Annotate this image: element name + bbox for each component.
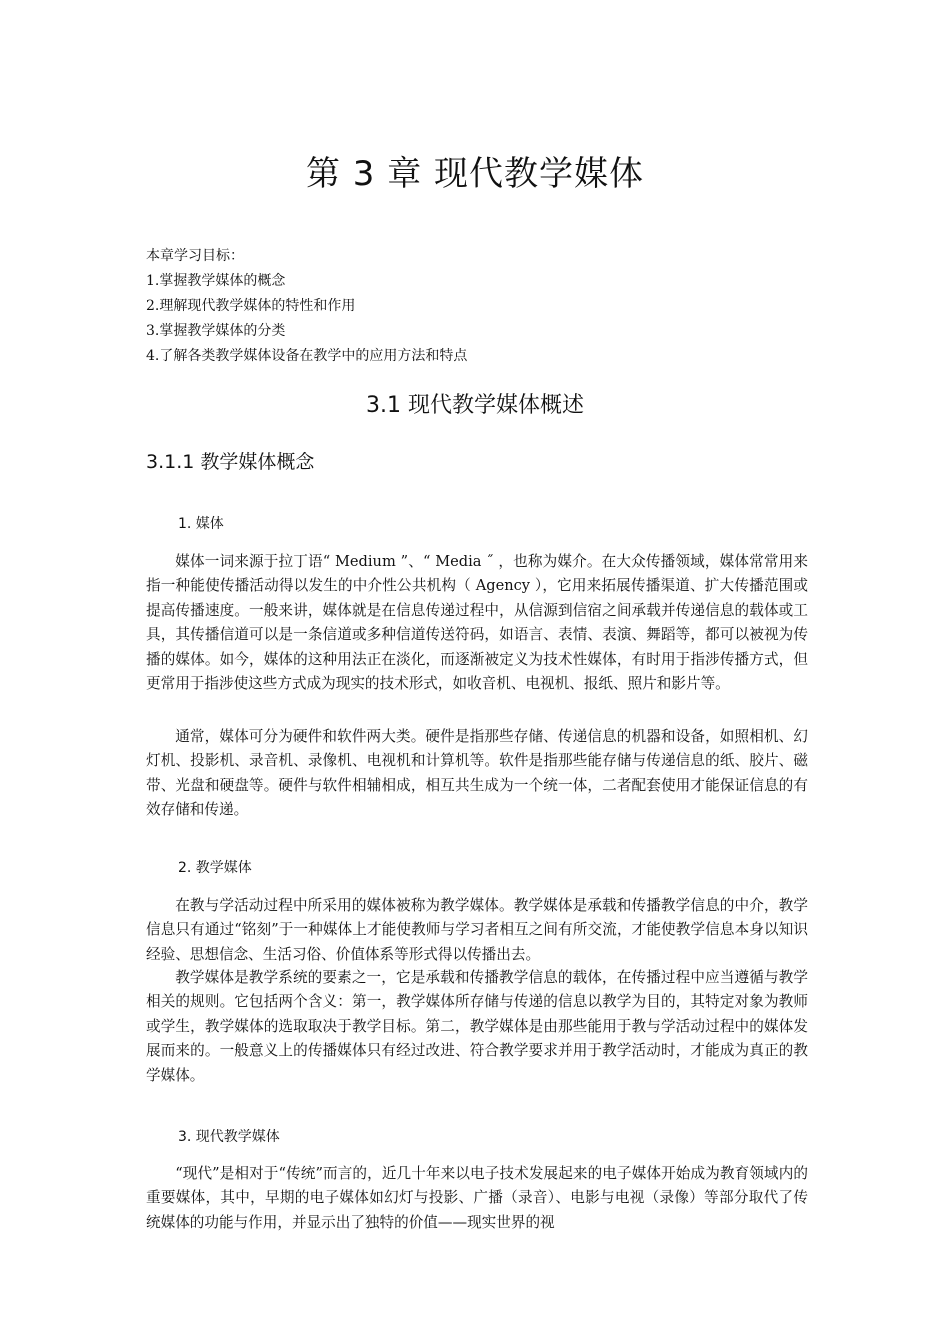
objective-item: 3.掌握教学媒体的分类 xyxy=(146,323,286,339)
objective-item: 1.掌握教学媒体的概念 xyxy=(146,273,286,289)
learning-objectives xyxy=(146,244,467,369)
paragraph: 通常，媒体可分为硬件和软件两大类。硬件是指那些存储、传递信息的机器和设备，如照相机、幻灯机、投影机、录音机、录像机、电视机和计算机等。软件是指那些能存储与传递信息的纸、胶片、磁带、光盘和硬盘等。硬件与软件相辅相成，相互共生成为一个统一体，二者配套使用才能保证信息的有效存储和传递。 xyxy=(146,728,808,819)
paragraph: 教学媒体是教学系统的要素之一，它是承载和传播教学信息的载体，在传播过程中应当遵循与教学相关的规则。它包括两个含义：第一，教学媒体所存储与传递的信息以教学为目的，其特定对象为教师或学生，教学媒体的选取取决于教学目标。第二，教学媒体是由那些能用于教与学活动过程中的媒体发展而来的。一般意义上的传播媒体只有经过改进、符合教学要求并用于教学活动时，才能成为真正的教学媒体。 xyxy=(146,969,808,1084)
paragraph: “现代”是相对于“传统”而言的，近几十年来以电子技术发展起来的电子媒体开始成为教育领域内的重要媒体，其中，早期的电子媒体如幻灯与投影、广播（录音）、电影与电视（录像）等部分取代了传统媒体的功能与作用，并显示出了独特的价值——现实世界的视 xyxy=(146,1165,808,1231)
objectives-heading: 本章学习目标： xyxy=(146,248,244,264)
paragraph: 媒体一词来源于拉丁语“ Medium ”、“ Media ˝ ，也称为媒介。在大众传播领域，媒体常常用来指一种能使传播活动得以发生的中介性公共机构（ Agency ），它用来拓展传播渠道、扩大传播范围或提高传播速度。一般来讲，媒体就是在信息传递过程中，从信源到信宿之间承载并传递信息的载体或工具，其传播信道可以是一条信道或多种信道传送符码，如语言、表情、表演、舞蹈等，都可以被视为传播的媒体。如今，媒体的这种用法正在淡化，而逐渐被定义为技术性媒体，有时用于指涉传播方式，但更常用于指涉使这些方式成为现实的技术形式，如收音机、电视机、报纸、照片和影片等。 xyxy=(146,553,808,693)
item-heading-modern-teaching-media: 3. 现代教学媒体 xyxy=(178,1129,280,1145)
objective-item: 2.理解现代教学媒体的特性和作用 xyxy=(146,298,356,314)
subsection-title: 3.1.1 教学媒体概念 xyxy=(146,451,315,473)
section-title: 3.1 现代教学媒体概述 xyxy=(366,393,584,418)
item-heading-media: 1. 媒体 xyxy=(178,516,224,532)
chapter-title: 第 3 章 现代教学媒体 xyxy=(305,154,645,194)
item-heading-teaching-media: 2. 教学媒体 xyxy=(178,860,252,876)
objective-item: 4.了解各类教学媒体设备在教学中的应用方法和特点 xyxy=(146,348,468,364)
paragraph: 在教与学活动过程中所采用的媒体被称为教学媒体。教学媒体是承载和传播教学信息的中介，教学信息只有通过“铭刻”于一种媒体上才能使教师与学习者相互之间有所交流，才能使教学信息本身以知识经验、思想信念、生活习俗、价值体系等形式得以传播出去。 xyxy=(146,897,808,963)
